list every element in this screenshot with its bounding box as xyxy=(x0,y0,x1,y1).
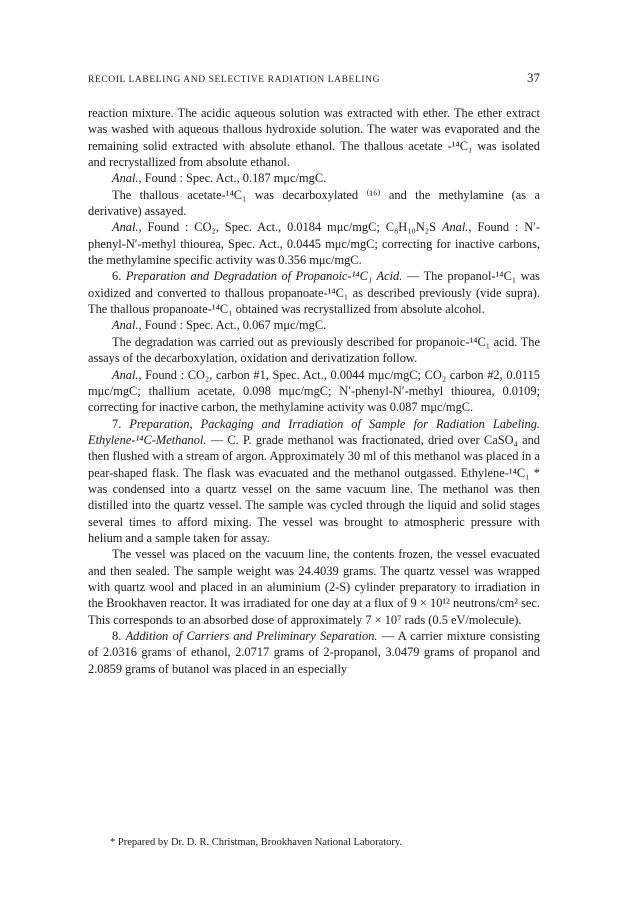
paragraph xyxy=(88,416,540,547)
body-text xyxy=(88,105,540,677)
italic-text: Anal. xyxy=(112,367,139,382)
paragraph-text: The thallous acetate-¹⁴C₁ was decarboxylated ⁽¹⁶⁾ and the methylamine (as a derivative) assayed. xyxy=(88,187,540,219)
paragraph xyxy=(88,219,540,268)
italic-text: Anal. xyxy=(112,171,139,186)
paragraph xyxy=(88,105,540,170)
italic-text: Anal. xyxy=(112,220,139,235)
italic-text: Preparation, Packaging and Irradiation of Sample for Radiation Labeling. Ethylene-¹⁴C-Methanol. xyxy=(88,416,540,447)
paragraph xyxy=(88,268,540,317)
page-header xyxy=(88,70,540,86)
footnote: * Prepared by Dr. D. R. Christman, Brookhaven National Laboratory. xyxy=(110,837,403,848)
paragraph-text: , Found : CO₂, Spec. Act., 0.0184 mμc/mgC; C₈H₁₀N₂S xyxy=(138,220,442,235)
paragraph-text: — C. P. grade methanol was fractionated, dried over CaSO₄ and then flushed with a stream of argon. Approximately 30 ml of this methanol was placed in a pear-shaped flask. The flask was evacuated and the methanol outgassed. Ethylene-¹⁴C₁ * was condensed into a quartz vessel on the same vacuum line. The methanol was then distilled into the quartz vessel. The sample was cycled through the liquid and solid stages several times to afford mixing. The vessel was brought to atmospheric pressure with helium and a sample taken for assay. xyxy=(88,432,540,545)
paragraph-text: 7. xyxy=(112,416,130,431)
paragraph xyxy=(88,367,540,416)
paragraph xyxy=(88,317,540,333)
paragraph-text: 8. xyxy=(112,629,126,643)
paragraph-text: — A carrier mixture consisting of 2.0316 grams of ethanol, 2.0717 grams of 2-propanol, 3.0479 grams of propanol and 2.0859 grams of butanol was placed in an especially xyxy=(88,629,540,676)
paragraph-text: The vessel was placed on the vacuum line, the contents frozen, the vessel evacuated and then sealed. The sample weight was 24.4039 grams. The quartz vessel was wrapped with quartz wool and placed in an aluminium (2-S) cylinder preparatory to irradiation in the Brookhaven reactor. It was irradiated for one day at a flux of 9 × 10¹² neutrons/cm² sec. This corresponds to an absorbed dose of approximately 7 × 10⁷ rads (0.5 eV/molecule). xyxy=(88,547,540,627)
italic-text: Anal. xyxy=(112,318,139,333)
paragraph-text: — The propanol-¹⁴C₁ was oxidized and converted to thallous propanoate-¹⁴C₁ as described previously (vide supra). The thallous propanoate-¹⁴C₁ obtained was recrystallized from absolute alcohol. xyxy=(88,269,541,317)
paragraph xyxy=(88,546,540,628)
running-title: RECOIL LABELING AND SELECTIVE RADIATION LABELING xyxy=(88,75,381,85)
italic-text: Preparation and Degradation of Propanoic-¹⁴C₁ Acid. xyxy=(125,269,403,284)
italic-text: Addition of Carriers and Preliminary Separation. xyxy=(125,629,378,643)
paragraph-text: reaction mixture. The acidic aqueous solution was extracted with ether. The ether extract was washed with aqueous thallous hydroxide solution. The water was evaporated and the remaining solid extracted with absolute ethanol. The thallous acetate -¹⁴C₁ was isolated and recrystallized from absolute ethanol. xyxy=(88,106,540,170)
paragraph-text: The degradation was carried out as previously described for propanoic-¹⁴C₁ acid. The assays of the decarboxylation, oxidation and derivatization follow. xyxy=(88,334,540,366)
paragraph xyxy=(88,628,540,677)
paragraph-text: 6. xyxy=(112,269,126,284)
paragraph-text: , Found : Spec. Act., 0.187 mμc/mgC. xyxy=(138,171,327,186)
paragraph xyxy=(88,187,540,220)
paragraph-text: , Found : N′-phenyl-N′-methyl thiourea, Spec. Act., 0.0445 mμc/mgC; correcting for inactive carbons, the methylamine specific activity was 0.356 mμc/mgC. xyxy=(88,220,540,268)
paragraph xyxy=(88,334,540,367)
paragraph xyxy=(88,170,540,186)
paragraph-text: , Found : Spec. Act., 0.067 mμc/mgC. xyxy=(138,318,327,333)
page-number: 37 xyxy=(527,70,540,85)
paragraph-text: , Found : CO₂, carbon #1, Spec. Act., 0.0044 mμc/mgC; CO₂ carbon #2, 0.0115 mμc/mgC; thallium acetate, 0.098 mμc/mgC; N′-phenyl-N′-methyl thiourea, 0.0109; correcting for inactive carbon, the methylamine activity was 0.087 mμc/mgC. xyxy=(88,367,540,415)
italic-text: Anal. xyxy=(441,220,469,235)
